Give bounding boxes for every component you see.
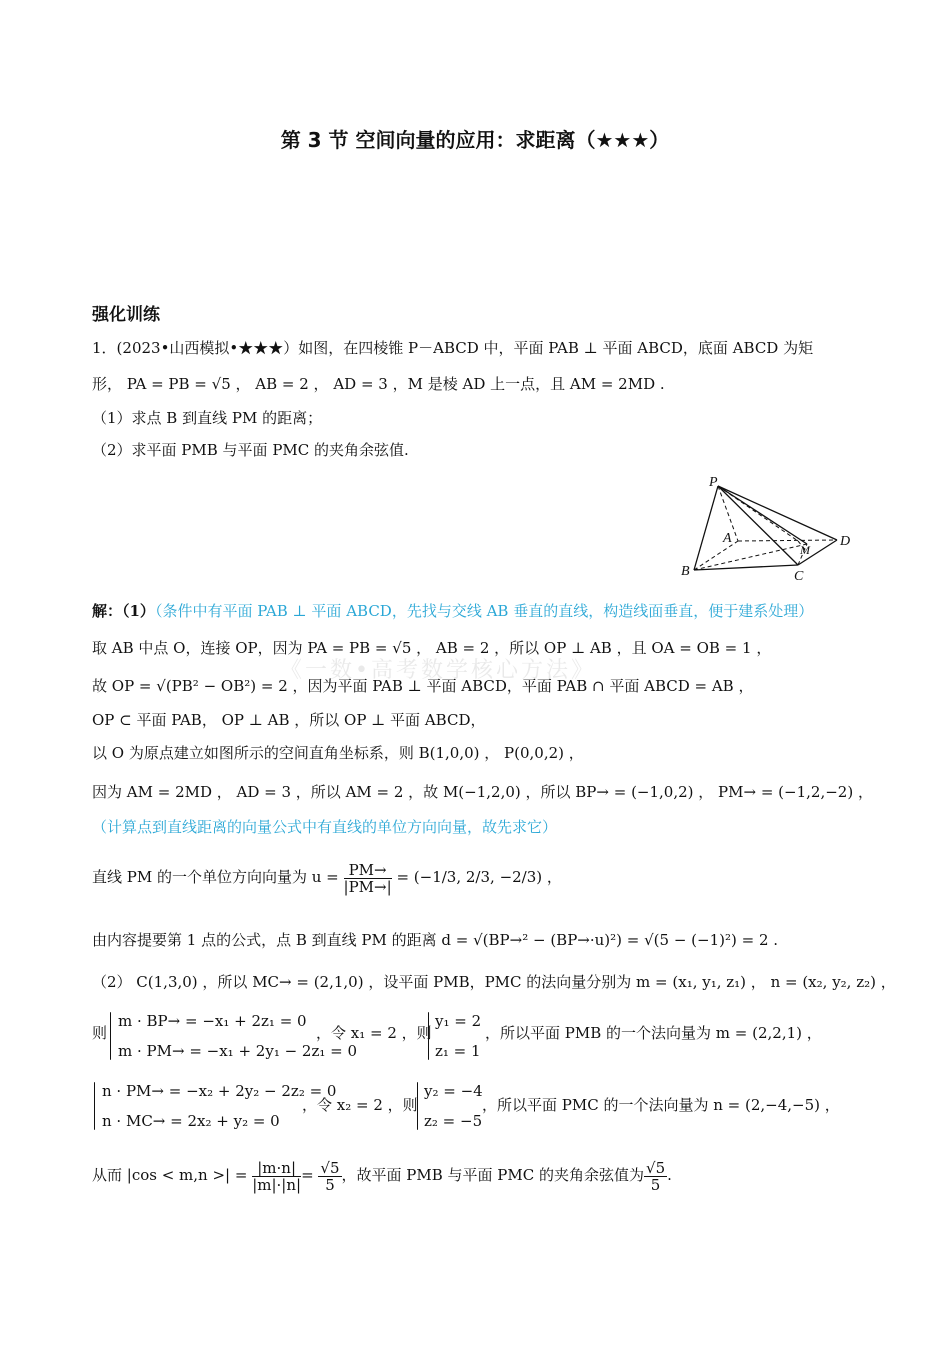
solution-final (92, 1150, 672, 1200)
cos-fraction (252, 1160, 301, 1193)
answer-num: √5 (646, 1158, 666, 1177)
system1-prefix: 则 (92, 1024, 108, 1042)
unit-vector-fraction (344, 862, 392, 895)
answer-den: 5 (650, 1175, 661, 1194)
system1-brace (110, 1012, 111, 1060)
cos-num: |m·n| (252, 1160, 301, 1177)
solution-line-8 (92, 852, 562, 902)
unit-vector-value: = (−1/3, 2/3, −2/3) ， (396, 868, 562, 886)
label-D: D (840, 534, 851, 549)
cos-value-num: √5 (320, 1158, 340, 1177)
system2-brace (94, 1082, 95, 1130)
cos-value (318, 1160, 341, 1193)
page-title: 第 3 节 空间向量的应用：求距离（★★★） (280, 128, 670, 152)
solution-line-4: OP ⊂ 平面 PAB， OP ⊥ AB ，所以 OP ⊥ 平面 ABCD， (92, 711, 486, 729)
hint-1: （条件中有平面 PAB ⊥ 平面 ABCD，先找与交线 AB 垂直的直线，构造线面垂直，便于建系处理） (154, 602, 814, 620)
frac-num: PM→ (344, 862, 392, 879)
conclusion: ，故平面 PMB 与平面 PMC 的夹角余弦值为 (341, 1166, 645, 1184)
solution-line-2: 取 AB 中点 O，连接 OP，因为 PA = PB = √5 ， AB = 2 ，所以 OP ⊥ AB ，且 OA = OB = 1 ， (92, 639, 772, 657)
pyramid-figure (672, 472, 862, 587)
system2-eq1: n · PM→ = −x₂ + 2y₂ − 2z₂ = 0 (102, 1082, 337, 1100)
label-B: B (681, 564, 690, 579)
system2-let: ，令 x₂ = 2 ，则 (302, 1096, 418, 1114)
system1-z1: z₁ = 1 (435, 1042, 481, 1060)
solution-line-9: 由内容提要第 1 点的公式，点 B 到直线 PM 的距离 d = √(BP→² − (BP→·u)²) = √(5 − (−1)²) = 2 . (92, 931, 779, 949)
cos-label: 从而 |cos < m,n >| = (92, 1166, 253, 1184)
system2-result-brace (417, 1082, 418, 1130)
question-2: （2）求平面 PMB 与平面 PMC 的夹角余弦值. (92, 441, 409, 459)
system1-normal: ，所以平面 PMB 的一个法向量为 m = (2,2,1) ， (485, 1024, 822, 1042)
problem-line-2: 形， PA = PB = √5 ， AB = 2 ， AD = 3 ，M 是棱 AD 上一点，且 AM = 2MD . (92, 375, 665, 393)
equals: = (301, 1166, 319, 1184)
system2-y2: y₂ = −4 (424, 1082, 483, 1100)
system2-z2: z₂ = −5 (424, 1112, 483, 1130)
label-M: M (800, 543, 810, 557)
edge-PD (718, 486, 837, 540)
label-A: A (723, 531, 732, 546)
system1-eq2: m · PM→ = −x₁ + 2y₁ − 2z₁ = 0 (118, 1042, 358, 1060)
solution-line-10: （2） C(1,3,0) ，所以 MC→ = (2,1,0) ，设平面 PMB，PMC 的法向量分别为 m = (x₁, y₁, z₁) ， n = (x₂, y₂, z₂) ， (92, 973, 896, 991)
system1-eq1: m · BP→ = −x₁ + 2z₁ = 0 (118, 1012, 307, 1030)
edge-AD (738, 540, 837, 541)
solution-part1-header (92, 600, 813, 622)
cos-value-den: 5 (325, 1175, 335, 1194)
cos-den: |m|·|n| (252, 1175, 302, 1194)
frac-den: |PM→| (343, 877, 392, 896)
section-heading: 强化训练 (92, 305, 160, 325)
watermark: 《一数•高考数学核心方法》 (280, 658, 596, 683)
solution-line-5: 以 O 为原点建立如图所示的空间直角坐标系，则 B(1,0,0) ， P(0,0,2) ， (92, 744, 584, 762)
unit-vector-label: 直线 PM 的一个单位方向向量为 u = (92, 868, 344, 886)
solution-line-6: 因为 AM = 2MD ， AD = 3 ，所以 AM = 2 ，故 M(−1,2,0) ，所以 BP→ = (−1,0,2) ， PM→ = (−1,2,−2) ， (92, 783, 873, 801)
edge-PC (718, 486, 798, 565)
system1-let: ，令 x₁ = 2 ，则 (316, 1024, 432, 1042)
system1-y1: y₁ = 2 (435, 1012, 482, 1030)
question-1: （1）求点 B 到直线 PM 的距离； (92, 409, 323, 427)
label-P: P (709, 475, 718, 490)
system1-result-brace (428, 1012, 429, 1060)
label-C: C (794, 569, 804, 584)
system2-eq2: n · MC→ = 2x₂ + y₂ = 0 (102, 1112, 280, 1130)
solution-line-3: 故 OP = √(PB² − OB²) = 2 ，因为平面 PAB ⊥ 平面 ABCD，平面 PAB ∩ 平面 ABCD = AB ， (92, 677, 754, 695)
solution-label: 解：（1） (92, 602, 155, 620)
problem-line-1: 1．(2023•山西模拟•★★★）如图，在四棱锥 P－ABCD 中，平面 PAB ⊥ 平面 ABCD，底面 ABCD 为矩 (92, 339, 814, 357)
edge-BC (694, 565, 798, 570)
period: . (667, 1166, 672, 1184)
system2-normal: ，所以平面 PMC 的一个法向量为 n = (2,−4,−5) ， (482, 1096, 840, 1114)
edge-PB (694, 486, 718, 570)
hint-2: （计算点到直线距离的向量公式中有直线的单位方向向量，故先求它） (92, 818, 558, 836)
answer-value (644, 1160, 667, 1193)
